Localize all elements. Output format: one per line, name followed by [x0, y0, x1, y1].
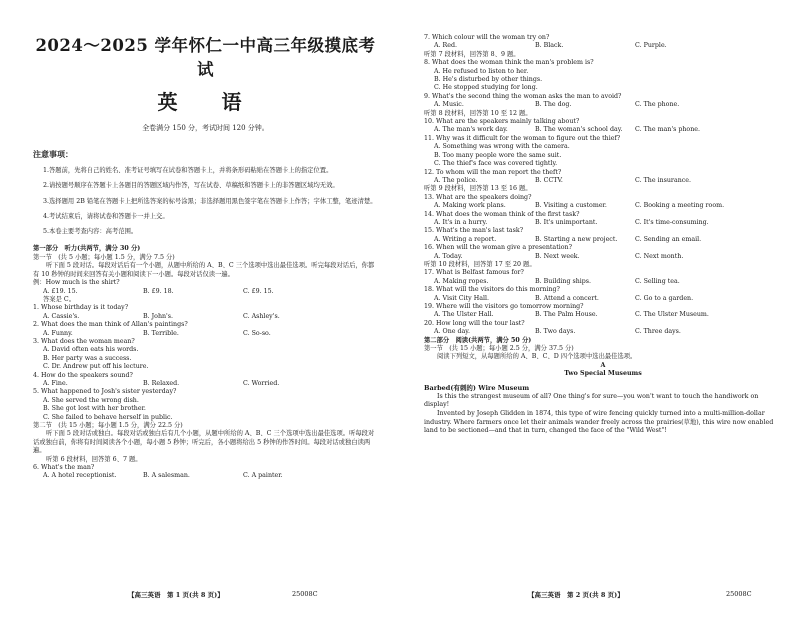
example-options [33, 288, 378, 296]
notice-4: 4.考试结束后，请将试卷和答题卡一并上交。 [43, 212, 169, 220]
option-b: B. £9. 18. [143, 287, 174, 295]
option-c: C. The phone. [635, 101, 680, 109]
page-2 [404, 0, 800, 622]
option-a: A. It's in a hurry. [434, 218, 488, 226]
option-c: C. £9. 15. [243, 287, 274, 295]
option-c: C. Purple. [635, 42, 667, 50]
option-b: B. Terrible. [143, 329, 179, 337]
option-b: B. The dog. [535, 101, 572, 109]
option-b: B. A salesman. [143, 472, 190, 480]
exam-title: 2024～2025 学年怀仁一中高三年级摸底考试 [35, 36, 376, 79]
question-18-options [424, 295, 782, 303]
option-a: A. A hotel receptionist. [43, 472, 117, 480]
option-a: A. Making work plans. [434, 202, 506, 210]
option-a: A. Red. [434, 42, 458, 50]
option-b: B. Building ships. [535, 277, 592, 285]
question-16: 16. When will the woman give a presentation? [424, 244, 572, 252]
question-10: 10. What are the speakers mainly talking about? [424, 118, 580, 126]
question-15: 15. What's the man's last task? [424, 227, 524, 235]
question-5: 5. What happened to Josh's sister yesterday? [33, 388, 177, 396]
footer-code: 25008C [292, 590, 318, 598]
question-13-options [424, 202, 782, 210]
sec2-heading: 第二节 (共 15 小题；每小题 1.5 分，满分 22.5 分) [33, 422, 183, 430]
question-9: 9. What's the second thing the woman asks the man to avoid? [424, 92, 622, 100]
notice-1: 1.答题前，先将自己的姓名、准考证号填写在试卷和答题卡上，并将条形码粘贴在答题卡上的指定位置。 [43, 167, 333, 174]
question-20: 20. How long will the tour last? [424, 319, 525, 327]
option-a: A. She served the wrong dish. [43, 396, 139, 404]
museum-title: Barbed(有刺的) Wire Museum [424, 383, 530, 392]
sec2-instructions: 听下面 5 段对话或独白。每段对话或独白后有几个小题，从题中所给的 A、B、C 三个选项中选出最佳选项。听每段对话或独白前，你将有时间阅读各个小题，每小题 5 秒钟；听完后，各小题将给出 5 秒钟的作答时间。每段对话或独白读两遍。 [33, 430, 375, 455]
footer-label: 【高三英语 第 1 页(共 8 页)】 [128, 591, 224, 599]
option-c: C. It's time-consuming. [635, 218, 709, 226]
question-4: 4. How do the speakers sound? [33, 371, 133, 379]
option-a: A. Music. [434, 101, 464, 109]
question-11: 11. Why was it difficult for the woman to figure out the thief? [424, 134, 621, 142]
notice-5: 5.本卷主要考查内容：高考范围。 [43, 228, 138, 236]
option-b: B. Too many people wore the same suit. [434, 151, 562, 159]
option-b: B. Black. [535, 42, 564, 50]
option-b: B. Next week. [535, 252, 580, 260]
footer-code: 25008C [726, 590, 752, 598]
option-c: C. Ashley's. [243, 312, 280, 320]
material-7-note: 听第 7 段材料，回答第 8、9 题。 [424, 50, 520, 58]
passage-letter: A [600, 361, 606, 369]
material-10-note: 听第 10 段材料，回答第 17 至 20 题。 [424, 260, 536, 268]
option-a: A. One day. [434, 328, 471, 336]
material-6-note: 听第 6 段材料，回答第 6、7 题。 [46, 455, 142, 463]
option-a: A. Fine. [43, 379, 68, 387]
subject-title: 英 语 [157, 90, 254, 114]
question-15-options [424, 236, 782, 244]
option-c: C. The man's phone. [635, 126, 700, 134]
option-c: C. Selling tea. [635, 277, 680, 285]
question-1: 1. Whose birthday is it today? [33, 304, 129, 312]
option-b: B. Attend a concert. [535, 294, 599, 302]
question-12: 12. To whom will the man report the theft? [424, 168, 562, 176]
question-14-options [424, 219, 782, 227]
example-question: 例：How much is the shirt? [33, 279, 120, 287]
option-b: B. She got lost with her brother. [43, 405, 146, 413]
option-b: B. CCTV. [535, 176, 563, 184]
notice-3: 3.选择题用 2B 铅笔在答题卡上把所选答案的标号涂黑；非选择题用黑色签字笔在答题卡上作答；字体工整，笔迹清楚。 [43, 197, 377, 205]
option-c: C. Next month. [635, 252, 684, 260]
question-17-options [424, 278, 782, 286]
question-7: 7. Which colour will the woman try on? [424, 34, 550, 41]
question-13: 13. What are the speakers doing? [424, 193, 532, 201]
question-7-options [424, 42, 782, 50]
question-6: 6. What's the man? [33, 464, 95, 472]
option-b: B. Visiting a customer. [535, 202, 607, 210]
example-answer: 答案是 C。 [43, 295, 76, 303]
option-a: A. David often eats his words. [43, 346, 139, 354]
question-9-options [424, 101, 782, 109]
option-a: A. Writing a report. [434, 235, 497, 243]
option-c: C. Worried. [243, 379, 280, 387]
part2-heading: 第二部分 阅读(共两节，满分 50 分) [424, 336, 532, 344]
option-a: A. He refused to listen to her. [434, 67, 529, 75]
question-4-options [33, 380, 378, 388]
option-b: B. Relaxed. [143, 379, 180, 387]
material-8-note: 听第 8 段材料，回答第 10 至 12 题。 [424, 109, 532, 117]
option-c: C. Booking a meeting room. [635, 202, 725, 210]
option-b: B. The woman's school day. [535, 126, 623, 134]
option-c: C. She failed to behave herself in public. [43, 413, 173, 421]
option-c: C. So-so. [243, 329, 271, 337]
part1-heading: 第一部分 听力(共两节，满分 30 分) [33, 245, 141, 253]
question-2: 2. What does the man think of Allan's paintings? [33, 321, 188, 329]
question-6-options [33, 472, 378, 480]
notice-heading: 注意事项： [33, 149, 73, 159]
sec1-instructions: 听下面 5 段对话。每段对话后有一个小题，从题中所给的 A、B、C 三个选项中选出最佳选项。听完每段对话后，你都有 10 秒钟的时间来回答有关小题和阅读下一小题。每段对话仅读一遍。 [33, 262, 375, 278]
option-a: A. Making ropes. [434, 277, 489, 285]
option-b: B. It's unimportant. [535, 218, 598, 226]
question-19-options [424, 311, 782, 319]
question-16-options [424, 253, 782, 261]
paragraph-2: Invented by Joseph Glidden in 1874, this type of wire fencing quickly turned into a multi-million-dollar industry. Where farmers once let their animals wander freely across the prairies(草地), this wire now enabled land to be sectioned—and that in turn, changed the face of the "Wild West"! [424, 410, 774, 435]
option-c: C. Three days. [635, 328, 681, 336]
question-8: 8. What does the woman think the man's problem is? [424, 59, 594, 67]
option-b: B. He's disturbed by other things. [434, 76, 543, 84]
option-b: B. Two days. [535, 328, 576, 336]
option-a: A. The police. [434, 176, 478, 184]
option-b: B. Her party was a success. [43, 354, 132, 362]
option-a: A. Cassie's. [43, 312, 80, 320]
option-a: A. Funny. [43, 329, 73, 337]
option-a: A. Today. [434, 252, 463, 260]
option-c: C. The thief's face was covered tightly. [434, 160, 558, 168]
option-b: B. John's. [143, 312, 174, 320]
question-17: 17. What is Belfast famous for? [424, 269, 524, 277]
option-c: C. The Ulster Museum. [635, 311, 709, 319]
exam-meta: 全卷满分 150 分，考试时间 120 分钟。 [142, 124, 269, 132]
question-2-options [33, 330, 378, 338]
question-3: 3. What does the woman mean? [33, 337, 135, 345]
question-1-options [33, 313, 378, 321]
option-a: A. The man's work day. [434, 126, 508, 134]
part2-sec1-heading: 第一节 (共 15 小题；每小题 2.5 分，满分 37.5 分) [424, 345, 574, 353]
sec1-heading: 第一节 (共 5 小题；每小题 1.5 分，满分 7.5 分) [33, 253, 175, 261]
option-c: C. A painter. [243, 472, 283, 480]
option-a: A. The Ulster Hall. [434, 311, 494, 319]
notice-2: 2.请按题号顺序在答题卡上各题目的答题区域内作答，写在试卷、草稿纸和答题卡上的非答题区域均无效。 [43, 182, 339, 190]
question-18: 18. What will the visitors do this morning? [424, 286, 560, 294]
option-c: C. Sending an email. [635, 235, 702, 243]
question-20-options [424, 328, 782, 336]
option-c: C. Dr. Andrew put off his lecture. [43, 363, 149, 371]
paragraph-1: Is this the strangest museum of all? One thing's for sure—you won't want to touch the handiwork on display! [424, 392, 759, 409]
option-b: B. The Palm House. [535, 311, 598, 319]
option-c: C. The insurance. [635, 176, 692, 184]
option-a: A. £19. 15. [43, 287, 78, 295]
footer-label: 【高三英语 第 2 页(共 8 页)】 [528, 591, 624, 599]
option-b: B. Starting a new project. [535, 235, 618, 243]
question-19: 19. Where will the visitors go tomorrow morning? [424, 303, 584, 310]
part2-instructions: 阅读下列短文，从每题所给的 A、B、C、D 四个选项中选出最佳选项。 [437, 353, 637, 361]
option-c: C. Go to a garden. [635, 294, 694, 302]
question-14: 14. What does the woman think of the first task? [424, 210, 580, 218]
material-9-note: 听第 9 段材料，回答第 13 至 16 题。 [424, 185, 532, 193]
question-10-options [424, 126, 782, 134]
passage-title: Two Special Museums [564, 370, 642, 378]
option-c: C. He stopped studying for long. [434, 84, 538, 92]
option-a: A. Something was wrong with the camera. [434, 143, 570, 151]
option-a: A. Visit City Hall. [434, 294, 489, 302]
